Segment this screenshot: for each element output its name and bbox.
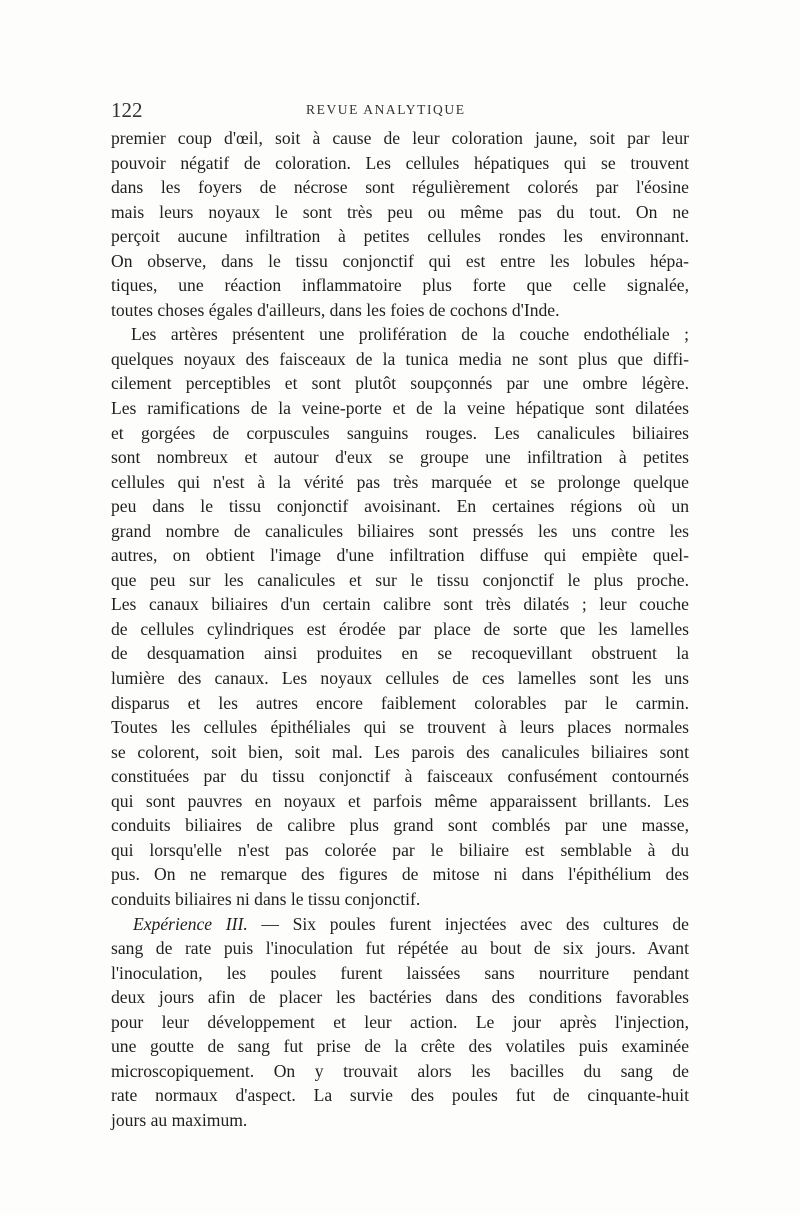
text-line: de cellules cylindriques est érodée par place de sorte que les lamelles — [111, 618, 689, 639]
text-line: se colorent, soit bien, soit mal. Les parois des canalicules biliaires sont — [111, 741, 689, 762]
text-line: peu dans le tissu conjonctif avoisinant. En certaines régions où un — [111, 496, 689, 517]
text-line: rate normaux d'aspect. La survie des poules fut de cinquante-huit — [111, 1085, 689, 1106]
text-line: Les artères présentent une prolifération de la couche endothéliale ; — [131, 324, 689, 345]
text-line: Les ramifications de la veine-porte et de la veine hépatique sont dilatées — [111, 398, 689, 419]
text-line: disparus et les autres encore faiblement colorables par le carmin. — [111, 692, 689, 713]
experiment-title: Expérience III. — [133, 913, 248, 934]
text-line: Toutes les cellules épithéliales qui se trouvent à leurs places normales — [111, 717, 689, 738]
text-line: autres, on obtient l'image d'une infiltration diffuse qui empiète quel- — [111, 545, 689, 566]
text-line: pus. On ne remarque des figures de mitose ni dans l'épithélium des — [111, 864, 689, 885]
text-line: conduits biliaires ni dans le tissu conjonctif. — [111, 888, 421, 909]
text-line: dans les foyers de nécrose sont régulièrement colorés par l'éosine — [111, 177, 689, 198]
text-line: Les canaux biliaires d'un certain calibre sont très dilatés ; leur couche — [111, 594, 689, 615]
text-line: toutes choses égales d'ailleurs, dans les foies de cochons d'Inde. — [111, 299, 560, 320]
text-line: jours au maximum. — [111, 1109, 248, 1130]
text-line: lumière des canaux. Les noyaux cellules de ces lamelles sont les uns — [111, 668, 689, 689]
page-header — [111, 98, 689, 122]
text-line: microscopiquement. On y trouvait alors les bacilles du sang de — [111, 1060, 689, 1081]
text-line: pour leur développement et leur action. Le jour après l'injection, — [111, 1011, 689, 1032]
text-line: sang de rate puis l'inoculation fut répétée au bout de six jours. Avant — [111, 938, 689, 959]
text-line: deux jours afin de placer les bactéries dans des conditions favorables — [111, 987, 689, 1008]
text-line: quelques noyaux des faisceaux de la tunica media ne sont plus que diffi- — [111, 348, 689, 369]
text-line: de desquamation ainsi produites en se recoquevillant obstruent la — [111, 643, 689, 664]
text-line: grand nombre de canalicules biliaires sont pressés les uns contre les — [111, 520, 689, 541]
text-line: sont nombreux et autour d'eux se groupe une infiltration à petites — [111, 447, 689, 468]
text-line: conduits biliaires de calibre plus grand sont comblés par une masse, — [111, 815, 689, 836]
text-line: que peu sur les canalicules et sur le tissu conjonctif le plus proche. — [111, 569, 689, 590]
text-line: perçoit aucune infiltration à petites cellules rondes les environnant. — [111, 226, 689, 247]
text-line: mais leurs noyaux le sont très peu ou même pas du tout. On ne — [111, 201, 689, 222]
text-line: constituées par du tissu conjonctif à faisceaux confusément contournés — [111, 766, 689, 787]
text-line: cilement perceptibles et sont plutôt soupçonnés par une ombre légère. — [111, 373, 689, 394]
text-line: et gorgées de corpuscules sanguins rouges. Les canalicules biliaires — [111, 422, 689, 443]
text-line: qui lorsqu'elle n'est pas colorée par le biliaire est semblable à du — [111, 839, 689, 860]
text-line: l'inoculation, les poules furent laissées sans nourriture pendant — [111, 962, 689, 983]
text-line: On observe, dans le tissu conjonctif qui est entre les lobules hépa- — [111, 250, 689, 271]
running-title: REVUE ANALYTIQUE — [306, 102, 466, 117]
text-run: — Six poules furent injectées avec des cultures de — [247, 913, 689, 934]
text-line: qui sont pauvres en noyaux et parfois même apparaissent brillants. Les — [111, 790, 689, 811]
body-text — [111, 126, 689, 1132]
text-line: une goutte de sang fut prise de la crête des volatiles puis examinée — [111, 1036, 689, 1057]
text-line: premier coup d'œil, soit à cause de leur coloration jaune, soit par leur — [111, 128, 689, 148]
text-line: cellules qui n'est à la vérité pas très marquée et se prolonge quelque — [111, 471, 689, 492]
text-line — [111, 912, 689, 937]
text-line: tiques, une réaction inflammatoire plus forte que celle signalée, — [111, 275, 689, 296]
text-line: pouvoir négatif de coloration. Les cellules hépatiques qui se trouvent — [111, 152, 689, 173]
page-number: 122 — [111, 98, 143, 122]
